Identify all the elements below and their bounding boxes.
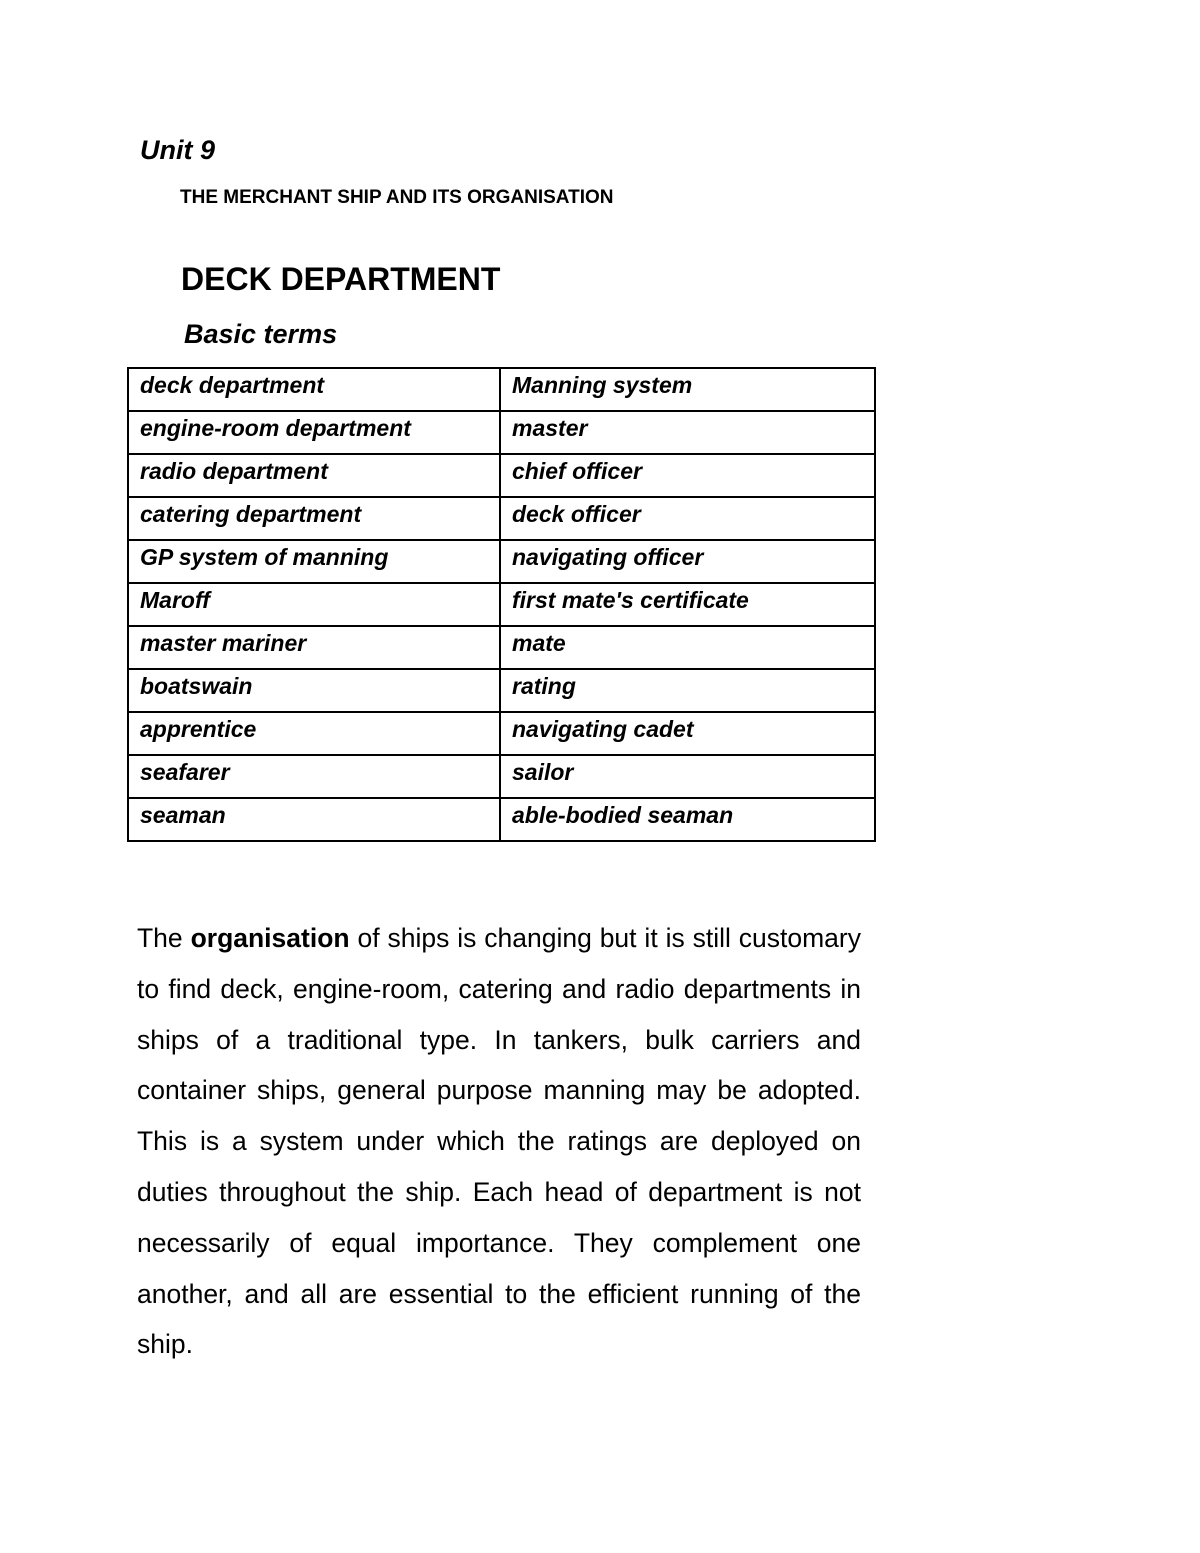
term-cell: boatswain: [128, 669, 500, 712]
term-cell: deck officer: [500, 497, 875, 540]
terms-table: [127, 367, 876, 842]
term-cell: first mate's certificate: [500, 583, 875, 626]
chapter-title: THE MERCHANT SHIP AND ITS ORGANISATION: [180, 187, 614, 208]
table-row: [128, 712, 875, 755]
term-cell: master: [500, 411, 875, 454]
table-row: [128, 583, 875, 626]
body-paragraph: [137, 913, 861, 1370]
term-cell: mate: [500, 626, 875, 669]
term-cell: apprentice: [128, 712, 500, 755]
term-cell: GP system of manning: [128, 540, 500, 583]
table-row: [128, 798, 875, 841]
term-cell: rating: [500, 669, 875, 712]
table-row: [128, 368, 875, 411]
term-cell: chief officer: [500, 454, 875, 497]
term-cell: catering department: [128, 497, 500, 540]
term-cell: radio department: [128, 454, 500, 497]
paragraph-text: of ships is changing but it is still customary to find deck, engine-room, catering and radio departments in ships of a traditional type. In tankers, bulk carriers and container ships, general purpose manning may be adopted. This is a system under which the ratings are deployed on duties throughout the ship. Each head of department is not necessarily of equal importance. They complement one another, and all are essential to the efficient running of the ship.: [137, 923, 861, 1360]
table-row: [128, 497, 875, 540]
table-row: [128, 755, 875, 798]
term-cell: Maroff: [128, 583, 500, 626]
term-cell: navigating cadet: [500, 712, 875, 755]
paragraph-lead: The: [137, 923, 191, 953]
term-cell: sailor: [500, 755, 875, 798]
paragraph-bold-term: organisation: [190, 923, 350, 953]
term-cell: master mariner: [128, 626, 500, 669]
term-cell: seaman: [128, 798, 500, 841]
table-row: [128, 454, 875, 497]
term-cell: Manning system: [500, 368, 875, 411]
table-row: [128, 411, 875, 454]
subheading: Basic terms: [184, 319, 338, 349]
term-cell: navigating officer: [500, 540, 875, 583]
term-cell: engine-room department: [128, 411, 500, 454]
table-row: [128, 626, 875, 669]
section-heading: DECK DEPARTMENT: [181, 261, 501, 297]
term-cell: seafarer: [128, 755, 500, 798]
term-cell: able-bodied seaman: [500, 798, 875, 841]
table-row: [128, 540, 875, 583]
table-row: [128, 669, 875, 712]
unit-label: Unit 9: [140, 135, 216, 165]
term-cell: deck department: [128, 368, 500, 411]
